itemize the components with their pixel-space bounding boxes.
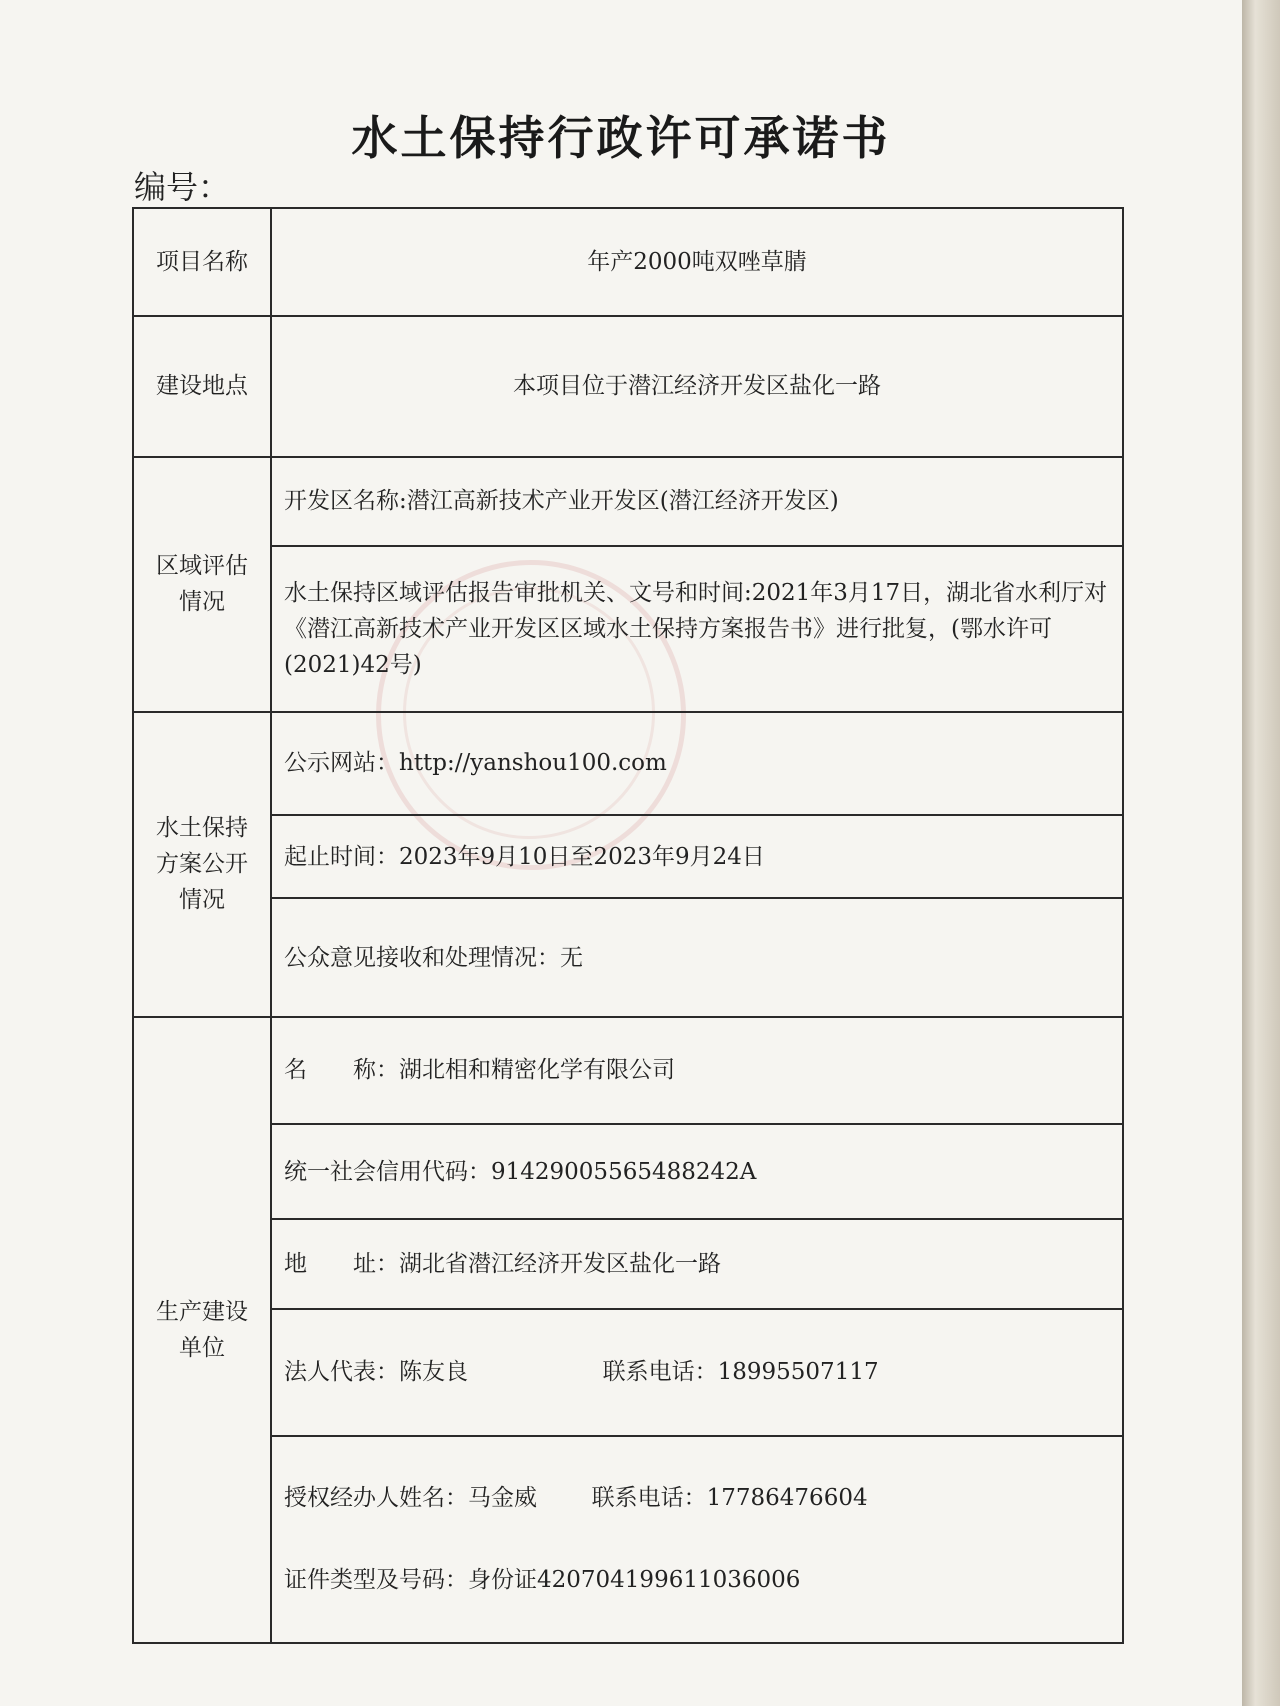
table-row bbox=[133, 1436, 1123, 1643]
publicity-website-value: 公示网站：http://yanshou100.com bbox=[271, 712, 1123, 816]
agent-name-value: 授权经办人姓名：马金威 bbox=[284, 1485, 537, 1512]
public-opinions-value: 公众意见接收和处理情况：无 bbox=[271, 898, 1123, 1017]
location-value: 本项目位于潜江经济开发区盐化一路 bbox=[271, 316, 1123, 457]
table-row bbox=[133, 316, 1123, 457]
table-row bbox=[133, 898, 1123, 1017]
document-title: 水土保持行政许可承诺书 bbox=[351, 111, 891, 165]
table-row bbox=[133, 1017, 1123, 1124]
id-info-value: 证件类型及号码：身份证420704199611036006 bbox=[284, 1567, 801, 1594]
table-row bbox=[133, 1124, 1123, 1219]
page-stack-edge bbox=[1242, 0, 1280, 1706]
legal-phone-value: 联系电话：18995507117 bbox=[602, 1359, 879, 1386]
approval-info-value: 水土保持区域评估报告审批机关、文号和时间:2021年3月17日，湖北省水利厅对《潜江高新技术产业开发区区域水土保持方案报告书》进行批复，(鄂水许可(2021)42号) bbox=[271, 546, 1123, 712]
project-name-label: 项目名称 bbox=[133, 208, 271, 316]
unit-name-value: 名 称：湖北相和精密化学有限公司 bbox=[271, 1017, 1123, 1124]
table-row bbox=[133, 1309, 1123, 1435]
unit-address-value: 地 址：湖北省潜江经济开发区盐化一路 bbox=[271, 1219, 1123, 1309]
project-name-value: 年产2000吨双唑草腈 bbox=[271, 208, 1123, 316]
document-number-label: 编号： bbox=[134, 168, 231, 206]
table-row bbox=[133, 1219, 1123, 1309]
legal-rep-row bbox=[271, 1309, 1123, 1435]
legal-rep-value: 法人代表：陈友良 bbox=[284, 1359, 468, 1386]
table-row bbox=[133, 546, 1123, 712]
publicity-period-value: 起止时间：2023年9月10日至2023年9月24日 bbox=[271, 815, 1123, 898]
table-row bbox=[133, 712, 1123, 816]
table-row bbox=[133, 815, 1123, 898]
construction-unit-label: 生产建设单位 bbox=[133, 1017, 271, 1643]
regional-assessment-label: 区域评估情况 bbox=[133, 457, 271, 712]
plan-publicity-label: 水土保持方案公开情况 bbox=[133, 712, 271, 1018]
location-label: 建设地点 bbox=[133, 316, 271, 457]
agent-phone-value: 联系电话：17786476604 bbox=[591, 1485, 868, 1512]
zone-name-value: 开发区名称:潜江高新技术产业开发区(潜江经济开发区) bbox=[271, 457, 1123, 546]
table-row bbox=[133, 457, 1123, 546]
agent-cell bbox=[271, 1436, 1123, 1643]
table-row bbox=[133, 208, 1123, 316]
commitment-form-table bbox=[132, 207, 1124, 1644]
credit-code-value: 统一社会信用代码：91429005565488242A bbox=[271, 1124, 1123, 1219]
